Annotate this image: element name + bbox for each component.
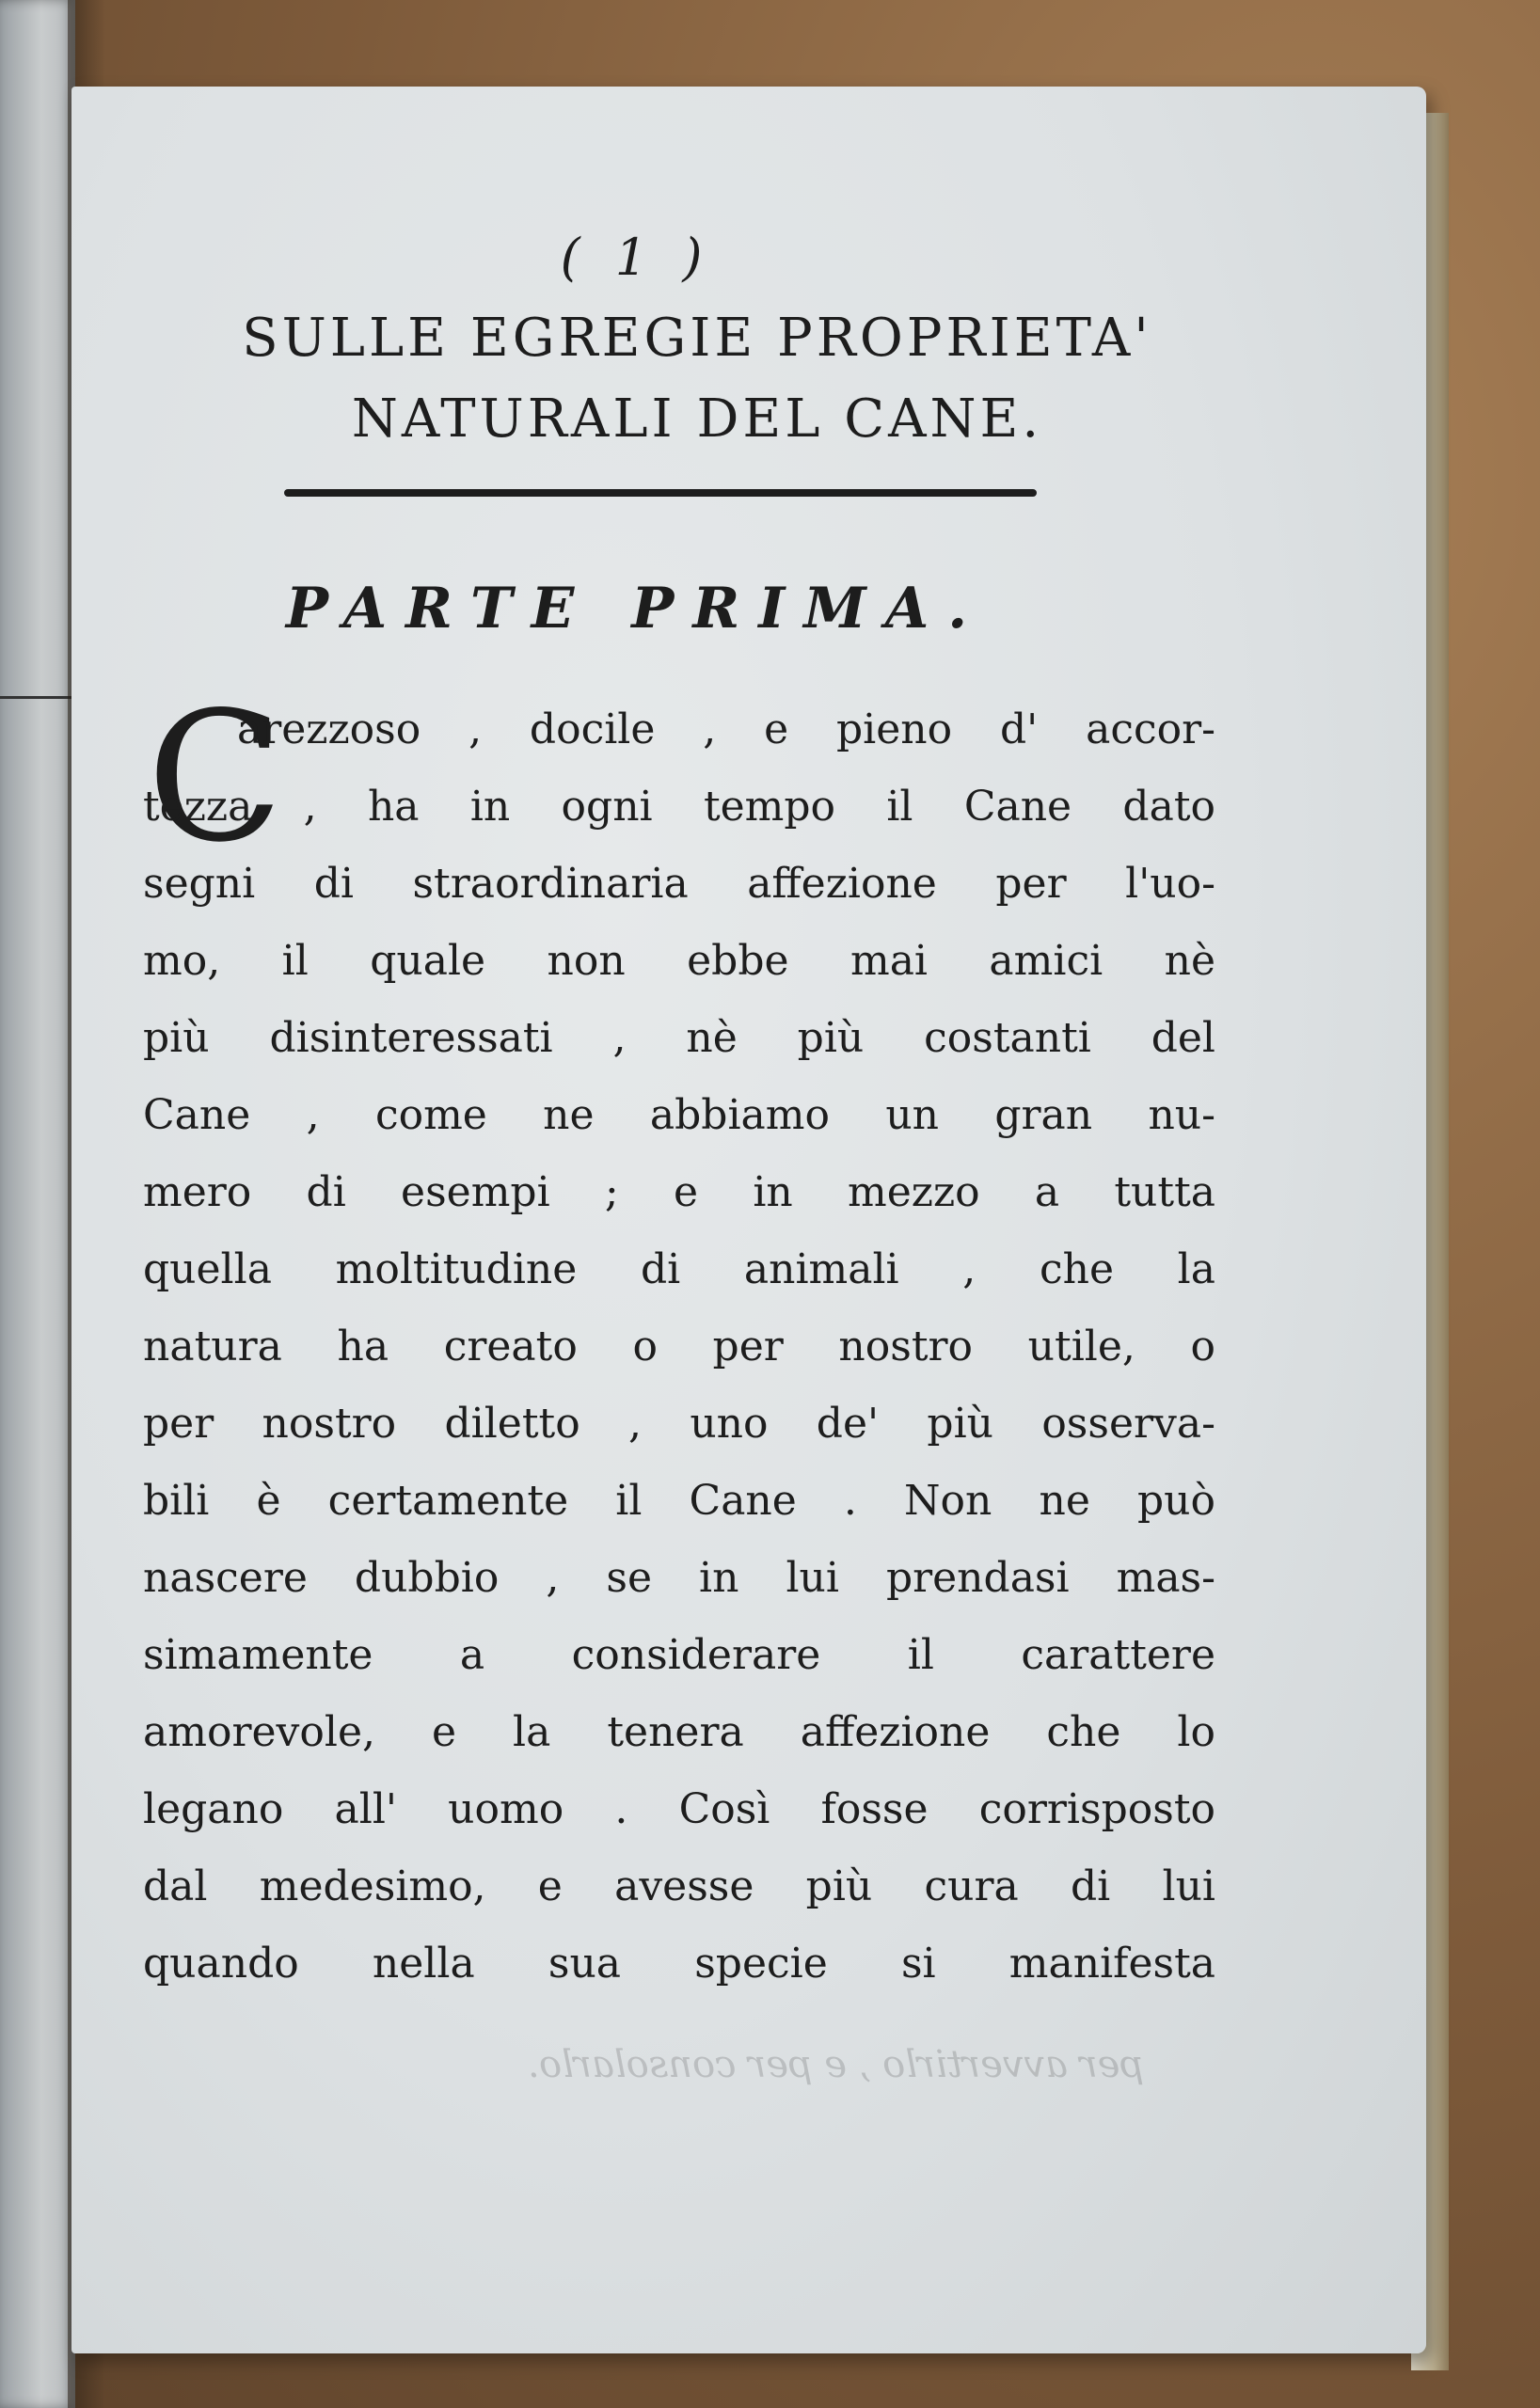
body-line: tezza , ha in ogni tempo il Cane dato bbox=[143, 783, 1215, 831]
page-number: ( 1 ) bbox=[560, 228, 712, 287]
body-line: simamente a considerare il carattere bbox=[143, 1631, 1215, 1679]
body-line: per nostro diletto , uno de' più osserva- bbox=[143, 1400, 1215, 1448]
body-line: arezzoso , docile , e pieno d' accor- bbox=[237, 705, 1215, 753]
body-line: bili è certamente il Cane . Non ne può bbox=[143, 1477, 1215, 1525]
body-line: legano all' uomo . Così fosse corrisposto bbox=[143, 1785, 1215, 1833]
body-line: Cane , come ne abbiamo un gran nu- bbox=[143, 1091, 1215, 1139]
body-line: mero di esempi ; e in mezzo a tutta bbox=[143, 1168, 1215, 1216]
part-heading: PARTE PRIMA. bbox=[285, 576, 987, 642]
body-line: natura ha creato o per nostro utile, o bbox=[143, 1323, 1215, 1370]
body-line: nascere dubbio , se in lui prendasi mas- bbox=[143, 1554, 1215, 1602]
title-divider-rule bbox=[284, 489, 1037, 497]
chapter-title bbox=[156, 298, 1238, 460]
book-page bbox=[71, 87, 1426, 2353]
title-line-2: NATURALI DEL CANE. bbox=[351, 388, 1043, 450]
body-line: quando nella sua specie si manifesta bbox=[143, 1940, 1215, 1988]
facing-page-edge bbox=[0, 0, 75, 2408]
body-line: segni di straordinaria affezione per l'uo- bbox=[143, 860, 1215, 908]
drop-cap: C bbox=[147, 673, 284, 881]
body-line: più disinteressati , nè più costanti del bbox=[143, 1014, 1215, 1062]
title-line-1: SULLE EGREGIE PROPRIETA' bbox=[242, 308, 1152, 369]
body-line: mo, il quale non ebbe mai amici nè bbox=[143, 937, 1215, 985]
facing-page-mark bbox=[0, 696, 75, 699]
body-line: dal medesimo, e avesse più cura di lui bbox=[143, 1862, 1215, 1910]
body-line: amorevole, e la tenera affezione che lo bbox=[143, 1708, 1215, 1756]
body-line: quella moltitudine di animali , che la bbox=[143, 1245, 1215, 1293]
bleed-through-text: per avvertirlo , e per consolarlo. bbox=[528, 2043, 1144, 2086]
